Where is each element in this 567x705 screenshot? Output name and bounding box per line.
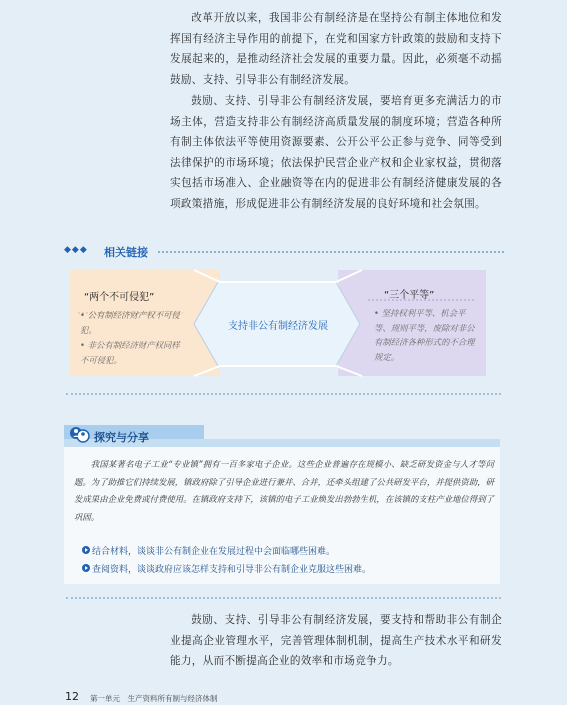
arrow-bullet-icon: [82, 564, 90, 572]
arrow-bullet-icon: [82, 546, 90, 554]
people-talking-icon: [68, 422, 92, 446]
body-paragraph-1: 改革开放以来，我国非公有制经济是在坚持公有制主体地位和发挥国有经济主导作用的前提下，在党和国家方针政策的鼓励和支持下发展起来的，是推动经济社会发展的重要力量。因此，必须毫不动摇鼓励、支持、引导非公有制经济发展。: [170, 12, 502, 86]
unit-title: 第一单元 生产资料所有制与经济体制: [90, 694, 218, 703]
explore-case-text: 我国某著名电子工业“专业镇”拥有一百多家电子企业。这些企业普遍存在规模小、缺乏研发资金与人才等问题。为了助推它们持续发展，镇政府除了引导企业进行兼并、合并，还牵头组建了公共研发平台，并提供资助，研发成果由企业免费或付费使用。在镇政府支持下，该镇的电子工业焕发出勃勃生机，在该镇的支柱产业地位得到了巩固。: [74, 459, 494, 522]
diamond-icon: ◆◆◆: [64, 245, 88, 255]
explore-title: 探究与分享: [94, 431, 149, 444]
page-number: 12: [65, 690, 79, 703]
support-diagram: [68, 266, 488, 382]
related-links-header: [64, 244, 504, 258]
dotted-divider: [66, 393, 501, 395]
left-box-title: “两个不可侵犯”: [84, 292, 155, 303]
right-box-title: “三个平等”: [384, 290, 435, 301]
left-box-item-2: • 非公有制经济财产权同样不可侵犯。: [80, 340, 180, 365]
question-1: 结合材料，谈谈非公有制企业在发展过程中会面临哪些困难。: [92, 547, 336, 557]
left-box-item-1: • 公有制经济财产权不可侵犯。: [80, 310, 180, 335]
body-paragraph-3: 鼓励、支持、引导非公有制经济发展，要支持和帮助非公有制企业提高企业管理水平，完善管理体制机制，提高生产技术水平和研发能力，从而不断提高企业的效率和市场竞争力。: [170, 614, 502, 668]
body-paragraph-2: 鼓励、支持、引导非公有制经济发展，要培育更多充满活力的市场主体，营造支持非公有制经济高质量发展的制度环境；营造各种所有制主体依法平等使用资源要素、公开公平公正参与竞争、同等受到法律保护的市场环境；依法保护民营企业产权和企业家权益，贯彻落实包括市场准入、企业融资等在内的促进非公有制经济健康发展的各项政策措施，形成促进非公有制经济发展的良好环境和社会氛围。: [170, 95, 502, 210]
related-links-title: 相关链接: [104, 246, 148, 259]
right-box-item-1: • 坚持权利平等、机会平等、规则平等，废除对非公有制经济各种形式的不合理规定。: [374, 308, 475, 362]
question-2: 查阅资料，谈谈政府应该怎样支持和引导非公有制企业克服这些困难。: [92, 565, 372, 575]
dotted-divider: [66, 597, 501, 599]
center-label: 支持非公有制经济发展: [228, 321, 328, 332]
dotted-divider: [158, 251, 504, 253]
